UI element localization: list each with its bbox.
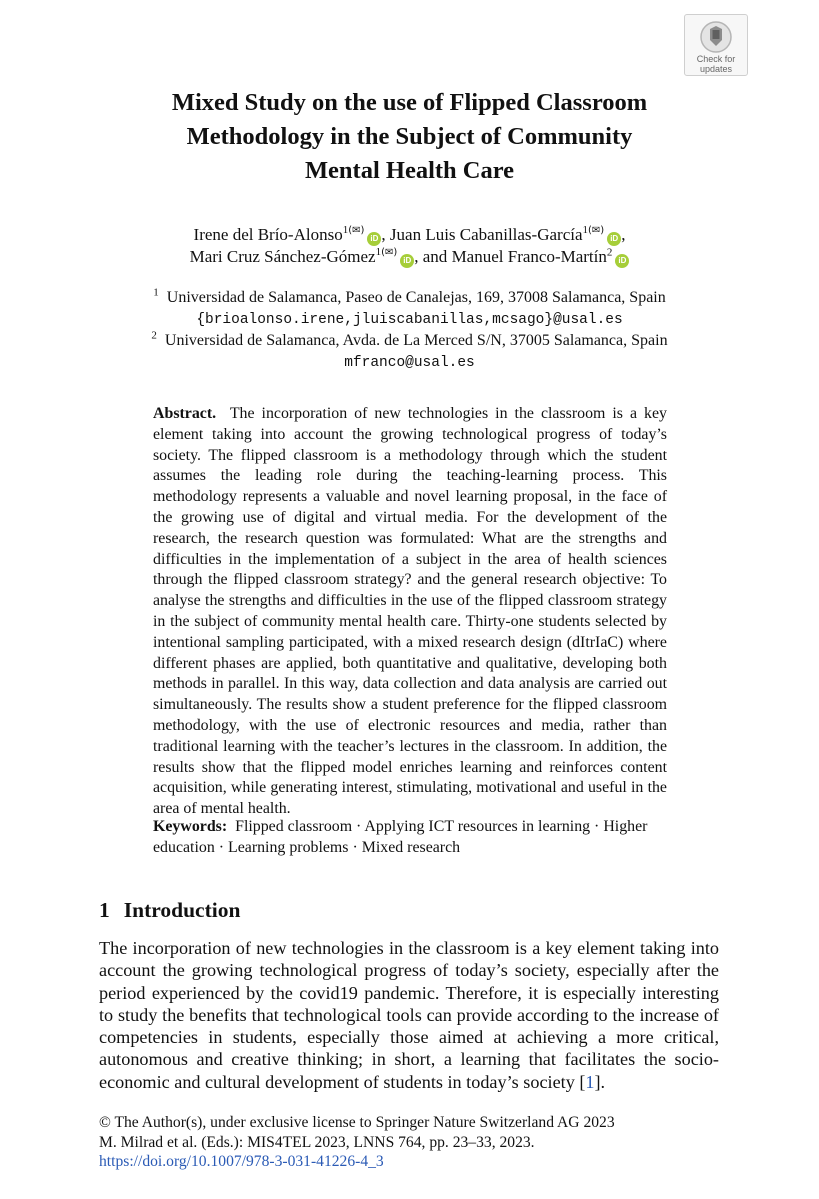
check-updates-icon	[699, 20, 733, 54]
author-name: Manuel Franco-Martín	[451, 247, 607, 266]
affiliation-text: Universidad de Salamanca, Avda. de La Merced S/N, 37005 Salamanca, Spain	[164, 332, 668, 349]
affiliation-text: Universidad de Salamanca, Paseo de Canalejas, 169, 37008 Salamanca, Spain	[166, 289, 666, 306]
orcid-icon[interactable]: iD	[367, 232, 381, 246]
orcid-icon[interactable]: iD	[615, 254, 629, 268]
check-updates-line2: updates	[699, 64, 733, 74]
section-title: Introduction	[123, 898, 241, 922]
affiliation-mark: 2	[606, 246, 613, 259]
author-name: Mari Cruz Sánchez-Gómez	[189, 247, 376, 266]
affiliation-mark: 1(✉)	[375, 246, 398, 259]
author-name: Juan Luis Cabanillas-García	[389, 225, 583, 244]
check-updates-line1: Check for	[696, 54, 736, 64]
abstract-text: The incorporation of new technologies in the classroom is a key element taking into account the growing technological progress of today’s society. The flipped classroom is a methodology through which the student assumes the leading role during the teaching-learning process. This methodology represents a valuable and novel learning proposal, in the face of the growing use of digital and virtual media. For the development of the research, the research question was formulated: What are the strengths and difficulties in the implementation of a subject in the area of health sciences through the flipped classroom strategy? and the general research objective: To analyse the strengths and difficulties in the use of the flipped classroom strategy in the subject of community mental health care. Thirty-one students selected by intentional sampling participated, with a mixed research design (dItrIaC) where different phases are applied, both quantitative and qualitative, developing both methods in parallel. In this way, data collection and data analysis are carried out simultaneously. The results show a student preference for the flipped classroom methodology, with the use of electronic resources and media, rather than traditional learning with the teacher’s lectures in the classroom. In addition, the results show that the flipped model enriches learning and reinforces content acquisition, while generating interest, stimulating, motivational and useful in the area of mental health.	[153, 405, 667, 818]
section-number: 1	[99, 898, 110, 922]
affiliation-1	[60, 287, 759, 309]
title-line-1: Mixed Study on the use of Flipped Classroom	[171, 89, 648, 116]
affiliation-mark: 1(✉)	[342, 224, 365, 237]
keywords-label: Keywords:	[153, 818, 228, 835]
keywords-text: Flipped classroom · Applying ICT resources in learning · Higher education · Learning problems · Mixed research	[153, 818, 648, 856]
affiliation-2	[60, 330, 759, 352]
abstract	[153, 404, 667, 820]
doi-link[interactable]: https://doi.org/10.1007/978-3-031-41226-4_3	[99, 1153, 384, 1170]
affiliation-number: 2	[151, 329, 157, 342]
citation-line: M. Milrad et al. (Eds.): MIS4TEL 2023, LNNS 764, pp. 23–33, 2023.	[99, 1133, 535, 1151]
intro-text: The incorporation of new technologies in the classroom is a key element taking into account the growing technological progress of today’s society, especially after the period experienced by the covid19 pandemic. Therefore, it is especially interesting to study the benefits that technological tools can provide according to the increase of competencies in students, especially those aimed at achieving a more critical, autonomous and creative thinking; in short, a learning that facilitates the socio-economic and cultural development of students in today’s society	[99, 938, 719, 1092]
title-line-2: Methodology in the Subject of Community	[186, 123, 633, 150]
envelope-icon[interactable]: (✉)	[348, 225, 365, 237]
affiliation-number: 1	[153, 286, 159, 299]
envelope-icon[interactable]: (✉)	[588, 225, 605, 237]
abstract-label: Abstract.	[153, 405, 217, 422]
intro-paragraph: The incorporation of new technologies in the classroom is a key element taking into account the growing technological progress of today’s society, especially after the period experienced by the covid19 pandemic. Therefore, it is especially interesting to study the benefits that technological tools can provide according to the increase of competencies in students, especially those aimed at achieving a more critical, autonomous and creative thinking; in short, a learning that facilitates the socio-economic and cultural development of students in today’s society [1].	[99, 938, 719, 1092]
author-line-1: Irene del Brío-Alonso$^{1(✉)}$iD , Juan Luis Cabanillas-García$^{1(✉)}$iD ,	[193, 224, 626, 244]
orcid-icon[interactable]: iD	[400, 254, 414, 268]
copyright-footer	[99, 1113, 719, 1172]
license-line: © The Author(s), under exclusive license to Springer Nature Switzerland AG 2023	[99, 1114, 615, 1131]
citation-link[interactable]: 1	[585, 1071, 595, 1092]
paper-title	[100, 86, 719, 188]
affiliation-2-email[interactable]: mfranco@usal.es	[344, 355, 475, 371]
envelope-icon[interactable]: (✉)	[381, 247, 398, 259]
section-heading	[99, 896, 240, 924]
keywords	[153, 817, 673, 859]
title-line-3: Mental Health Care	[304, 157, 515, 184]
affiliation-mark: 1(✉)	[582, 224, 605, 237]
orcid-icon[interactable]: iD	[607, 232, 621, 246]
affiliation-1-email[interactable]: {brioalonso.irene,jluiscabanillas,mcsago}@usal.es	[196, 312, 623, 328]
author-line-2: Mari Cruz Sánchez-Gómez$^{1(✉)}$iD , and Manuel Franco-Martín$^2$iD	[60, 246, 759, 268]
check-for-updates-badge[interactable]	[684, 14, 748, 76]
author-name: Irene del Brío-Alonso	[193, 225, 343, 244]
